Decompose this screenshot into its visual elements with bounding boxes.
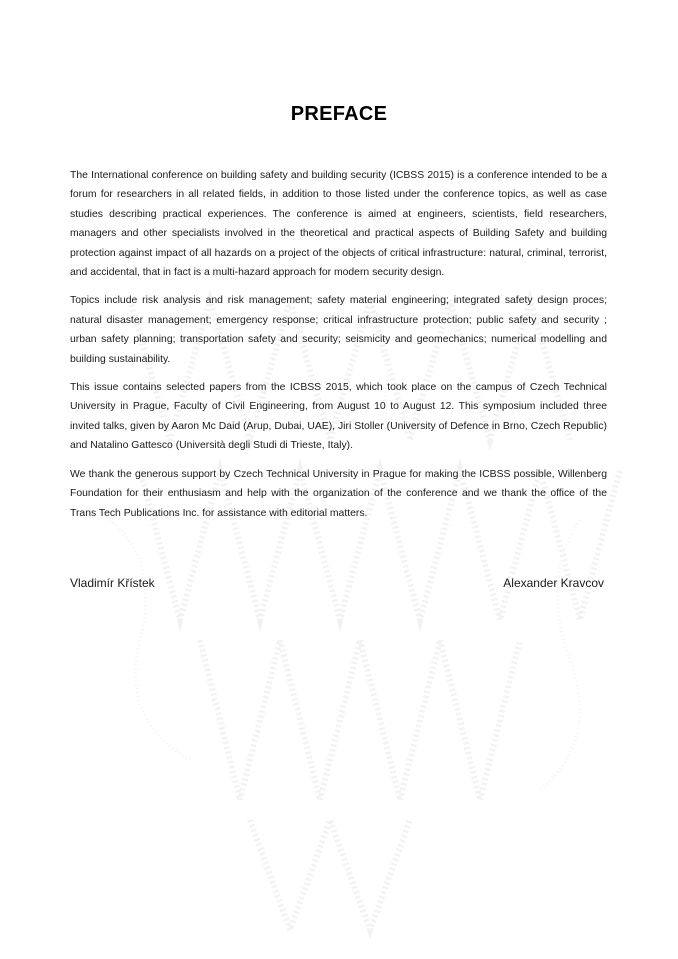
paragraph-thanks: We thank the generous support by Czech Technical University in Prague for making the ICBSS possible, Willenberg Foundation for their enthusiasm and help with the organization of the conference and we thank the office of the Trans Tech Publications Inc. for assistance with editorial matters. <box>70 468 607 519</box>
signature-left: Vladimír Křístek <box>70 576 155 590</box>
page-title: PREFACE <box>290 103 388 125</box>
preface-body <box>70 166 607 532</box>
paragraph-issue: This issue contains selected papers from the ICBSS 2015, which took place on the campus of Czech Technical University in Prague, Faculty of Civil Engineering, from August 10 to August 12. This symposium included three invited talks, given by Aaron Mc Daid (Arup, Dubai, UAE), Jiri Stoller (University of Defence in Brno, Czech Republic) and Natalino Gattesco (Università degli Studi di Trieste, Italy). <box>70 382 607 452</box>
signature-block <box>70 576 604 590</box>
paragraph-intro: The International conference on building safety and building security (ICBSS 2015) is a conference intended to be a forum for researchers in all related fields, in addition to those listed under the conference topics, as well as case studies describing practical experiences. The conference is aimed at engineers, scientists, field researchers, managers and other specialists involved in the theoretical and practical aspects of Building Safety and building protection against impact of all hazards on a project of the objects of critical infrastructure: natural, criminal, terrorist, and accidental, that in fact is a multi-hazard approach for modern security design. <box>70 170 607 279</box>
paragraph-topics: Topics include risk analysis and risk management; safety material engineering; integrated safety design proces; natural disaster management; emergency response; critical infrastructure protection; public safety and security ; urban safety planning; transportation safety and security; seismicity and geomechanics; numerical modelling and building sustainability. <box>70 295 607 365</box>
signature-right: Alexander Kravcov <box>503 576 604 590</box>
